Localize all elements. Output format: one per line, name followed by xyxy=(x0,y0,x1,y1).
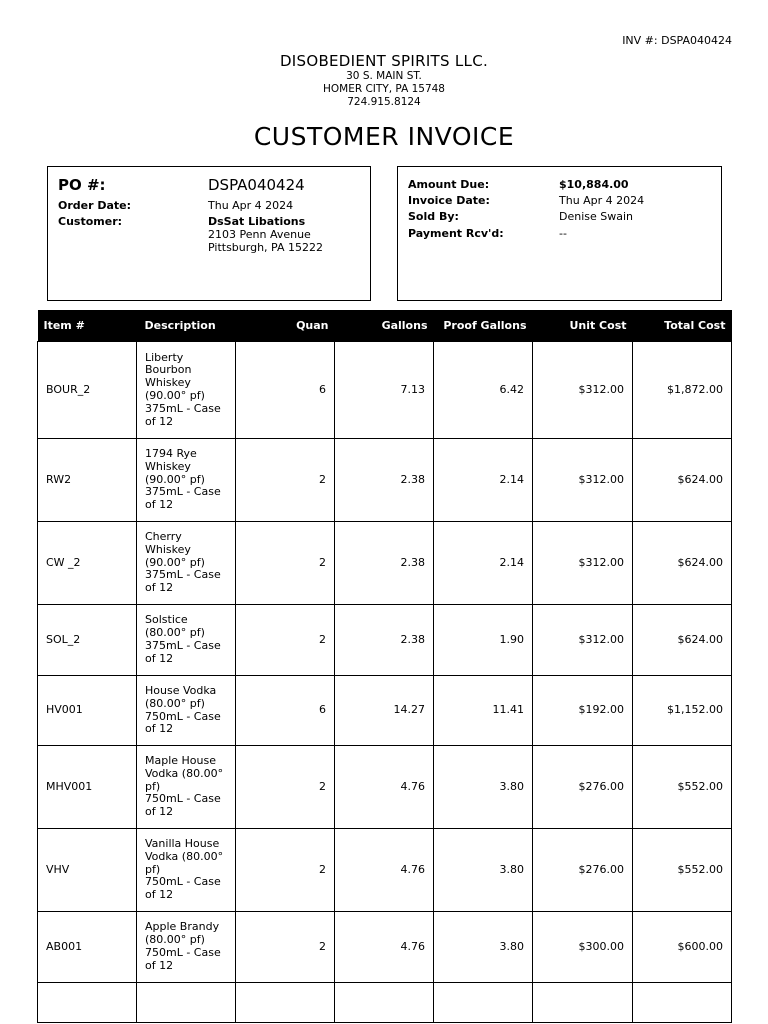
cell-proof-gallons: 2.14 xyxy=(434,522,533,605)
invoice-reference: INV #: DSPA040424 xyxy=(622,34,732,47)
cell-quantity: 2 xyxy=(236,746,335,829)
description-line: (80.00° pf) xyxy=(145,626,205,640)
cell-proof-gallons: 3.80 xyxy=(434,746,533,829)
description-line: (90.00° pf) xyxy=(145,472,205,486)
description-line: of 12 xyxy=(145,722,174,736)
description-line: Vodka (80.00° xyxy=(145,766,224,780)
invoice-date-value: Thu Apr 4 2024 xyxy=(559,194,645,207)
description-line: 375mL - Case xyxy=(145,639,221,652)
description-line: House Vodka xyxy=(145,683,217,697)
cell-description xyxy=(137,746,236,829)
table-row xyxy=(38,522,732,605)
cell-quantity: 2 xyxy=(236,522,335,605)
cell-description xyxy=(137,829,236,912)
cell-quantity: 2 xyxy=(236,439,335,522)
cell-gallons: 4.76 xyxy=(335,746,434,829)
company-address-line1: 30 S. MAIN ST. xyxy=(346,70,422,82)
cell-description xyxy=(137,676,236,746)
description-line: 750mL - Case xyxy=(145,709,221,723)
description-line: (80.00° pf) xyxy=(145,933,205,947)
cell-gallons: 2.38 xyxy=(335,439,434,522)
cell-item-number: SOL_2 xyxy=(38,605,137,676)
table-row xyxy=(38,605,732,676)
description-line: 375mL - Case xyxy=(145,401,221,415)
cell-description xyxy=(137,983,236,1023)
description-line: of 12 xyxy=(145,498,174,512)
cell-proof-gallons xyxy=(434,983,533,1023)
description-line: Cherry xyxy=(145,530,182,543)
description-line: of 12 xyxy=(145,958,174,972)
column-header-item: Item # xyxy=(38,310,137,342)
description-line: (80.00° pf) xyxy=(145,696,205,710)
order-info-box xyxy=(47,166,371,301)
cell-total-cost xyxy=(633,983,732,1023)
description-line: 750mL - Case xyxy=(145,792,221,806)
cell-gallons: 7.13 xyxy=(335,342,434,439)
description-line: (90.00° pf) xyxy=(145,389,205,402)
cell-total-cost: $552.00 xyxy=(633,829,732,912)
description-line: pf) xyxy=(145,779,161,793)
description-line: 750mL - Case xyxy=(145,875,221,889)
table-row xyxy=(38,342,732,439)
column-header-description: Description xyxy=(137,310,236,342)
description-line: of 12 xyxy=(145,581,174,595)
cell-quantity: 2 xyxy=(236,829,335,912)
customer-address-line2: Pittsburgh, PA 15222 xyxy=(208,241,323,254)
cell-description xyxy=(137,439,236,522)
cell-unit-cost: $300.00 xyxy=(533,912,633,983)
cell-unit-cost: $312.00 xyxy=(533,522,633,605)
cell-gallons xyxy=(335,983,434,1023)
cell-description xyxy=(137,342,236,439)
cell-quantity: 6 xyxy=(236,676,335,746)
order-date-label: Order Date: xyxy=(58,199,132,212)
table-row xyxy=(38,829,732,912)
cell-proof-gallons: 6.42 xyxy=(434,342,533,439)
cell-quantity: 2 xyxy=(236,605,335,676)
po-label: PO #: xyxy=(58,176,106,194)
payment-info-box xyxy=(397,166,722,301)
table-row xyxy=(38,676,732,746)
description-line: 750mL - Case xyxy=(145,946,221,959)
description-line: Whiskey xyxy=(145,376,191,390)
column-header-proof-gallons: Proof Gallons xyxy=(434,310,533,342)
cell-item-number xyxy=(38,983,137,1023)
cell-item-number: CW _2 xyxy=(38,522,137,605)
cell-gallons: 4.76 xyxy=(335,829,434,912)
customer-address-line1: 2103 Penn Avenue xyxy=(208,228,311,241)
customer-name: DsSat Libations xyxy=(208,215,306,228)
description-line: Liberty xyxy=(145,350,184,364)
description-line: Whiskey xyxy=(145,542,191,556)
table-header-row xyxy=(38,310,732,342)
cell-item-number: RW2 xyxy=(38,439,137,522)
cell-item-number: MHV001 xyxy=(38,746,137,829)
cell-total-cost: $624.00 xyxy=(633,522,732,605)
column-header-gallons: Gallons xyxy=(335,310,434,342)
description-line: of 12 xyxy=(145,888,174,902)
column-header-unit-cost: Unit Cost xyxy=(533,310,633,342)
cell-item-number: VHV xyxy=(38,829,137,912)
cell-proof-gallons: 3.80 xyxy=(434,829,533,912)
description-line: Maple House xyxy=(145,754,217,767)
cell-total-cost: $1,872.00 xyxy=(633,342,732,439)
amount-due-label: Amount Due: xyxy=(408,178,490,191)
cell-quantity: 6 xyxy=(236,342,335,439)
cell-gallons: 2.38 xyxy=(335,522,434,605)
cell-total-cost: $1,152.00 xyxy=(633,676,732,746)
cell-quantity: 2 xyxy=(236,912,335,983)
cell-gallons: 2.38 xyxy=(335,605,434,676)
cell-gallons: 14.27 xyxy=(335,676,434,746)
cell-unit-cost: $276.00 xyxy=(533,746,633,829)
line-items-table xyxy=(37,310,732,1023)
cell-unit-cost: $312.00 xyxy=(533,605,633,676)
description-line: of 12 xyxy=(145,651,174,665)
cell-item-number: AB001 xyxy=(38,912,137,983)
payment-received-value: -- xyxy=(559,227,567,240)
description-line: Vanilla House xyxy=(145,837,220,850)
cell-quantity xyxy=(236,983,335,1023)
amount-due-value: $10,884.00 xyxy=(559,178,629,191)
cell-description xyxy=(137,912,236,983)
invoice-date-label: Invoice Date: xyxy=(408,194,490,207)
company-phone: 724.915.8124 xyxy=(347,96,421,108)
cell-description xyxy=(137,522,236,605)
cell-total-cost: $624.00 xyxy=(633,439,732,522)
sold-by-label: Sold By: xyxy=(408,210,459,223)
cell-total-cost: $552.00 xyxy=(633,746,732,829)
description-line: (90.00° pf) xyxy=(145,555,205,569)
cell-unit-cost: $312.00 xyxy=(533,439,633,522)
cell-unit-cost: $192.00 xyxy=(533,676,633,746)
cell-proof-gallons: 1.90 xyxy=(434,605,533,676)
cell-total-cost: $600.00 xyxy=(633,912,732,983)
description-line: of 12 xyxy=(145,414,174,428)
description-line: Vodka (80.00° xyxy=(145,849,224,863)
cell-item-number: BOUR_2 xyxy=(38,342,137,439)
cell-gallons: 4.76 xyxy=(335,912,434,983)
column-header-quantity: Quan xyxy=(236,310,335,342)
customer-label: Customer: xyxy=(58,215,123,228)
table-row xyxy=(38,983,732,1023)
description-line: Bourbon xyxy=(145,363,192,377)
payment-received-label: Payment Rcv'd: xyxy=(408,227,504,240)
page-title: CUSTOMER INVOICE xyxy=(253,122,515,151)
description-line: pf) xyxy=(145,862,161,876)
company-name: DISOBEDIENT SPIRITS LLC. xyxy=(279,52,489,70)
description-line: 375mL - Case xyxy=(145,485,221,499)
description-line: Apple Brandy xyxy=(145,920,220,934)
description-line: 375mL - Case xyxy=(145,568,221,582)
sold-by-value: Denise Swain xyxy=(559,210,634,223)
cell-total-cost: $624.00 xyxy=(633,605,732,676)
cell-proof-gallons: 11.41 xyxy=(434,676,533,746)
table-row xyxy=(38,912,732,983)
po-value: DSPA040424 xyxy=(208,176,305,194)
description-line: of 12 xyxy=(145,805,174,819)
company-address-line2: HOMER CITY, PA 15748 xyxy=(322,83,445,95)
order-date-value: Thu Apr 4 2024 xyxy=(208,199,294,212)
table-row xyxy=(38,746,732,829)
cell-item-number: HV001 xyxy=(38,676,137,746)
table-row xyxy=(38,439,732,522)
cell-unit-cost xyxy=(533,983,633,1023)
cell-proof-gallons: 3.80 xyxy=(434,912,533,983)
description-line: Solstice xyxy=(145,613,188,627)
cell-proof-gallons: 2.14 xyxy=(434,439,533,522)
description-line: Whiskey xyxy=(145,459,191,473)
cell-unit-cost: $276.00 xyxy=(533,829,633,912)
company-header xyxy=(0,52,768,109)
cell-description xyxy=(137,605,236,676)
cell-unit-cost: $312.00 xyxy=(533,342,633,439)
description-line: 1794 Rye xyxy=(145,447,197,460)
column-header-total-cost: Total Cost xyxy=(633,310,732,342)
